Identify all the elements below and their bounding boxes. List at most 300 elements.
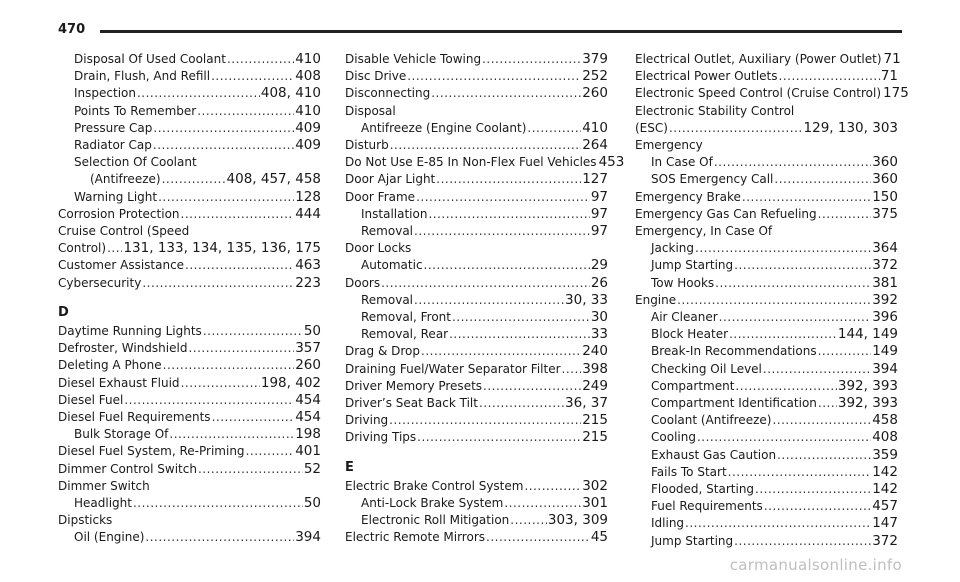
dot-leader	[153, 120, 294, 137]
index-entry-term: Bulk Storage Of	[74, 427, 169, 442]
index-entry-term: In Case Of	[651, 155, 713, 170]
index-entry	[345, 137, 608, 154]
dot-leader	[777, 447, 871, 464]
index-entry-term: Air Cleaner	[651, 310, 718, 325]
index-entry	[58, 443, 321, 460]
index-entry	[58, 206, 321, 223]
index-entry	[345, 378, 608, 395]
dot-leader	[715, 275, 871, 292]
watermark: carmanualsonline.info	[729, 556, 902, 574]
index-entry-term: Engine	[635, 292, 677, 307]
index-entry-pages: 410	[582, 119, 608, 136]
index-entry-pages: 392, 393	[837, 395, 898, 412]
index-entry	[345, 189, 608, 206]
index-entry	[635, 171, 898, 188]
index-entry-term: Diesel Fuel System, Re-Priming	[58, 444, 245, 459]
dot-leader	[504, 495, 581, 512]
index-entry-term: Door Frame	[345, 189, 416, 204]
index-entry	[345, 292, 608, 309]
index-entry-term: Tow Hooks	[651, 275, 715, 290]
dot-leader	[107, 240, 122, 257]
index-entry-term: Defroster, Windshield	[58, 341, 188, 356]
index-entry	[58, 275, 321, 292]
dot-leader	[428, 206, 589, 223]
index-entry-term: Removal	[361, 224, 414, 239]
index-entry-pages: 260	[582, 85, 608, 102]
dot-leader	[181, 375, 260, 392]
index-entry-term: Diesel Exhaust Fluid	[58, 375, 180, 390]
dot-leader	[211, 68, 294, 85]
index-entry-term: Coolant (Antifreeze)	[651, 413, 772, 428]
index-entry	[58, 171, 321, 188]
index-entry-term: Pressure Cap	[74, 120, 153, 135]
dot-leader	[779, 68, 880, 85]
dot-leader	[188, 340, 294, 357]
index-entry	[345, 257, 608, 274]
dot-leader	[436, 171, 581, 188]
dot-leader	[389, 412, 581, 429]
dot-leader	[695, 240, 871, 257]
index-entry-pages: 360	[872, 154, 898, 171]
index-entry	[635, 429, 898, 446]
index-entry-pages: 392, 393	[837, 377, 898, 394]
index-entry-term: Selection Of Coolant	[74, 155, 197, 170]
dot-leader	[482, 51, 581, 68]
index-entry-pages: 215	[582, 429, 608, 446]
index-entry-term: Corrosion Protection	[58, 206, 180, 221]
index-entry-term: Diesel Fuel	[58, 392, 124, 407]
index-entry	[345, 51, 608, 68]
dot-leader	[452, 309, 590, 326]
index-entry-term: SOS Emergency Call	[651, 172, 774, 187]
index-entry	[58, 240, 321, 257]
index-entry-pages: 410	[295, 51, 321, 67]
index-entry	[345, 326, 608, 343]
index-entry	[58, 103, 321, 120]
index-entry	[345, 154, 625, 171]
index-entry-pages: 392	[872, 291, 898, 308]
index-entry-pages: 129, 130, 303	[803, 119, 898, 136]
dot-leader	[212, 409, 295, 426]
index-entry	[635, 498, 898, 515]
index-entry	[635, 51, 901, 68]
index-entry-pages: 71	[880, 68, 898, 85]
index-entry-term: Anti-Lock Brake System	[361, 496, 504, 511]
index-entry-term: Radiator Cap	[74, 138, 152, 153]
index-entry-pages: 198	[295, 426, 321, 443]
index-entry-term: Removal, Rear	[361, 327, 449, 342]
index-entry-term: Do Not Use E-85 In Non-Flex Fuel Vehicles	[345, 155, 597, 170]
index-entry-term: Customer Assistance	[58, 258, 185, 273]
index-entry	[345, 529, 608, 546]
index-entry-pages: 252	[582, 68, 608, 85]
index-entry	[58, 68, 321, 85]
index-entry-pages: 198, 402	[260, 374, 321, 391]
dot-leader	[198, 461, 303, 478]
index-entry	[58, 409, 321, 426]
index-entry-term: Driver’s Seat Back Tilt	[345, 396, 478, 411]
dot-leader	[158, 189, 294, 206]
index-entry-pages: 408	[872, 429, 898, 446]
index-entry-pages: 454	[295, 409, 321, 426]
index-entry-pages: 454	[295, 391, 321, 408]
index-entry	[635, 275, 898, 292]
index-entry-term: Removal	[361, 292, 414, 307]
index-entry	[345, 429, 608, 446]
index-column-1	[58, 51, 321, 547]
index-entry-pages: 50	[303, 495, 321, 512]
index-entry	[635, 85, 909, 102]
index-entry-pages: 175	[883, 85, 909, 102]
index-entry-pages: 30	[590, 309, 608, 326]
index-entry-term: Diesel Fuel Requirements	[58, 410, 211, 425]
index-entry-pages: 394	[872, 360, 898, 377]
dot-leader	[145, 529, 294, 546]
index-entry	[635, 120, 898, 137]
index-entry-pages: 149	[872, 343, 898, 360]
index-entry-term: Driving Tips	[345, 430, 417, 445]
index-entry-pages: 401	[295, 443, 321, 460]
index-entry-pages: 394	[295, 529, 321, 546]
index-entry	[58, 375, 321, 392]
index-entry	[345, 412, 608, 429]
dot-leader	[137, 85, 260, 102]
dot-leader	[197, 103, 294, 120]
index-entry	[635, 447, 898, 464]
index-entry-term: Disconnecting	[345, 86, 431, 101]
index-entry-pages: 30, 33	[565, 291, 608, 308]
index-entry-term: Electric Remote Mirrors	[345, 530, 486, 545]
dot-leader	[774, 171, 871, 188]
index-entry	[58, 120, 321, 137]
dot-leader	[729, 326, 837, 343]
index-entry-term: Door Locks	[345, 241, 412, 256]
index-entry-pages: 36, 37	[565, 395, 608, 412]
index-entry-term: Idling	[651, 516, 685, 531]
index-entry-term: (Antifreeze)	[90, 172, 161, 187]
index-entry	[635, 292, 898, 309]
index-entry-term: Jump Starting	[651, 533, 734, 548]
dot-leader	[719, 309, 872, 326]
index-entry	[635, 68, 898, 85]
index-entry-term: Disposal Of Used Coolant	[74, 52, 226, 66]
index-entry-pages: 302	[582, 477, 608, 494]
index-entry-term: Checking Oil Level	[651, 361, 762, 376]
index-entry	[635, 464, 898, 481]
index-entry-pages: 375	[872, 205, 898, 222]
dot-leader	[181, 206, 295, 223]
dot-leader	[169, 426, 294, 443]
dot-leader	[677, 292, 871, 309]
index-entry-term: Electronic Speed Control (Cruise Control)	[635, 86, 882, 101]
index-entry	[635, 481, 898, 498]
index-entry-term: Disposal	[345, 103, 396, 118]
index-entry-pages: 408	[295, 68, 321, 85]
index-entry-pages: 360	[872, 171, 898, 188]
index-entry-term: Emergency Brake	[635, 189, 741, 204]
index-entry-term: Control)	[58, 241, 107, 256]
dot-leader	[685, 515, 871, 532]
index-entry	[58, 257, 321, 274]
index-entry-pages: 408, 457, 458	[226, 171, 321, 188]
index-entry-pages: 409	[295, 137, 321, 154]
index-entry	[58, 357, 321, 374]
index-entry-term: Cooling	[651, 430, 696, 445]
dot-leader	[527, 120, 581, 137]
index-entry	[58, 189, 321, 206]
dot-leader	[764, 498, 871, 515]
dot-leader	[390, 137, 582, 154]
dot-leader	[407, 68, 581, 85]
dot-leader	[424, 257, 590, 274]
dot-leader	[742, 189, 871, 206]
index-entry-pages: 127	[582, 171, 608, 188]
index-entry-pages: 142	[872, 463, 898, 480]
index-entry	[345, 478, 608, 495]
dot-leader	[381, 275, 590, 292]
index-entry	[345, 343, 608, 360]
index-entry-pages: 50	[303, 323, 321, 340]
index-entry	[58, 461, 321, 478]
section-letter-heading: D	[58, 304, 69, 320]
index-entry	[58, 426, 321, 443]
index-entry	[58, 392, 321, 409]
index-entry	[58, 85, 321, 102]
index-entry-term: Drag & Drop	[345, 344, 420, 359]
dot-leader	[734, 257, 871, 274]
dot-leader	[697, 429, 871, 446]
index-entry-pages: 97	[590, 205, 608, 222]
index-entry-term: Cybersecurity	[58, 275, 142, 290]
index-entry	[635, 206, 898, 223]
dot-leader	[163, 357, 295, 374]
index-entry-pages: 52	[303, 460, 321, 477]
index-entry	[58, 323, 321, 340]
index-entry-pages: 264	[582, 137, 608, 154]
index-entry	[635, 240, 898, 257]
index-entry-pages: 144, 149	[837, 326, 898, 343]
index-entry-pages: 463	[295, 257, 321, 274]
index-entry-term: Inspection	[74, 86, 136, 101]
index-entry-term: Dimmer Control Switch	[58, 461, 197, 476]
index-entry-term: Emergency	[635, 138, 703, 153]
dot-leader	[142, 275, 294, 292]
index-entry-term: Driver Memory Presets	[345, 378, 483, 393]
index-entry	[345, 206, 608, 223]
index-entry	[58, 340, 321, 357]
index-entry	[345, 309, 608, 326]
index-entry-pages: 357	[295, 340, 321, 357]
dot-leader	[417, 429, 581, 446]
dot-leader	[763, 361, 871, 378]
index-entry	[635, 343, 898, 360]
index-column-2	[345, 51, 625, 547]
index-entry	[58, 529, 321, 546]
index-entry-pages: 408, 410	[260, 85, 321, 102]
dot-leader	[818, 343, 872, 360]
index-entry-term: Break-In Recommendations	[651, 344, 817, 359]
dot-leader	[227, 51, 294, 68]
index-entry-pages: 458	[872, 412, 898, 429]
dot-leader	[246, 443, 295, 460]
dot-leader	[483, 378, 581, 395]
dot-leader	[669, 120, 803, 137]
index-entry-term: Compartment Identification	[651, 396, 817, 411]
dot-leader	[735, 378, 836, 395]
index-entry-term: Disable Vehicle Towing	[345, 52, 482, 66]
index-entry	[635, 412, 898, 429]
index-entry-pages: 97	[590, 188, 608, 205]
index-entry	[58, 51, 321, 68]
index-entry-term: Disc Drive	[345, 69, 407, 84]
index-entry	[635, 154, 898, 171]
index-entry-term: Exhaust Gas Caution	[651, 447, 777, 462]
dot-leader	[818, 395, 837, 412]
dot-leader	[414, 292, 564, 309]
index-entry-pages: 26	[590, 274, 608, 291]
index-entry	[345, 495, 608, 512]
index-entry-term: Removal, Front	[361, 310, 451, 325]
index-entry-term: Electrical Power Outlets	[635, 69, 778, 84]
index-entry	[345, 275, 608, 292]
index-column-3	[635, 51, 909, 550]
dot-leader	[818, 206, 872, 223]
index-entry	[635, 326, 898, 343]
index-entry-term: Flooded, Starting	[651, 482, 755, 497]
index-entry	[635, 189, 898, 206]
dot-leader	[562, 361, 582, 378]
index-entry-pages: 45	[590, 529, 608, 546]
dot-leader	[203, 323, 303, 340]
index-entry	[345, 395, 608, 412]
index-entry-pages: 457	[872, 498, 898, 515]
index-entry-pages: 453	[598, 154, 625, 171]
index-entry-pages: 33	[590, 326, 608, 343]
index-entry-pages: 303, 309	[547, 512, 608, 529]
index-entry	[58, 495, 321, 512]
index-entry-term: Cruise Control (Speed	[58, 224, 190, 239]
index-entry	[635, 515, 898, 532]
section-letter-heading: E	[345, 459, 354, 475]
dot-leader	[449, 326, 590, 343]
index-entry-pages: 147	[872, 515, 898, 532]
index-entry-term: Fails To Start	[651, 464, 727, 479]
index-entry-term: Automatic	[361, 258, 423, 273]
index-entry-term: Jacking	[651, 241, 694, 256]
index-entry	[345, 171, 608, 188]
index-entry-pages: 359	[872, 446, 898, 463]
index-entry-pages: 260	[295, 357, 321, 374]
index-entry-pages: 396	[872, 309, 898, 326]
index-entry-term: Emergency Gas Can Refueling	[635, 206, 817, 221]
dot-leader	[524, 478, 581, 495]
dot-leader	[421, 343, 581, 360]
dot-leader	[728, 464, 872, 481]
index-entry-pages: 398	[582, 360, 608, 377]
index-entry	[345, 68, 608, 85]
index-entry-term: Daytime Running Lights	[58, 324, 202, 339]
index-entry-pages: 150	[872, 188, 898, 205]
index-entry-term: Disturb	[345, 138, 389, 153]
index-entry-pages: 29	[590, 257, 608, 274]
index-entry-pages: 409	[295, 119, 321, 136]
index-entry-term: Electrical Outlet, Auxiliary (Power Outlet)	[635, 52, 882, 66]
index-entry-pages: 249	[582, 377, 608, 394]
index-entry	[635, 378, 898, 395]
index-entry	[345, 120, 608, 137]
dot-leader	[510, 512, 547, 529]
index-entry-pages: 131, 133, 134, 135, 136, 175	[123, 240, 321, 257]
index-entry	[345, 512, 608, 529]
index-entry-term: Oil (Engine)	[74, 530, 145, 545]
index-entry-pages: 381	[872, 274, 898, 291]
index-entry-pages: 223	[295, 274, 321, 291]
index-entry-pages: 301	[582, 495, 608, 512]
dot-leader	[714, 154, 871, 171]
dot-leader	[153, 137, 294, 154]
index-entry-term: Installation	[361, 206, 428, 221]
index-entry-term: Door Ajar Light	[345, 172, 436, 187]
page-number: 470	[58, 22, 86, 37]
index-entry-pages: 142	[872, 481, 898, 498]
index-entry-term: Emergency, In Case Of	[635, 224, 773, 239]
index-entry-term: Compartment	[651, 378, 735, 393]
dot-leader	[414, 223, 590, 240]
index-entry-term: Block Heater	[651, 327, 729, 342]
dot-leader	[486, 529, 590, 546]
index-entry-term: Electric Brake Control System	[345, 478, 524, 493]
index-entry-term: Warning Light	[74, 189, 158, 204]
index-entry-term: Electronic Stability Control	[635, 103, 795, 118]
index-entry-pages: 364	[872, 240, 898, 257]
index-entry-term: (ESC)	[635, 120, 668, 135]
index-entry-pages: 379	[582, 51, 608, 67]
dot-leader	[162, 171, 226, 188]
index-entry-term: Fuel Requirements	[651, 499, 763, 514]
index-entry-pages: 128	[295, 188, 321, 205]
index-entry-pages: 215	[582, 412, 608, 429]
dot-leader	[416, 189, 590, 206]
index-entry-pages: 97	[590, 223, 608, 240]
index-entry	[635, 257, 898, 274]
index-entry-pages: 410	[295, 102, 321, 119]
index-entry-pages: 240	[582, 343, 608, 360]
index-entry-term: Doors	[345, 275, 381, 290]
index-entry-term: Dimmer Switch	[58, 478, 150, 493]
index-entry	[345, 85, 608, 102]
index-entry-term: Driving	[345, 413, 389, 428]
index-entry-pages: 372	[872, 532, 898, 549]
header-rule	[100, 30, 902, 33]
dot-leader	[755, 481, 871, 498]
index-entry	[58, 137, 321, 154]
index-entry-term: Headlight	[74, 496, 132, 511]
dot-leader	[185, 257, 294, 274]
dot-leader	[772, 412, 871, 429]
index-entry-term: Deleting A Phone	[58, 358, 162, 373]
index-entry-term: Draining Fuel/Water Separator Filter	[345, 361, 561, 376]
dot-leader	[431, 85, 581, 102]
dot-leader	[479, 395, 564, 412]
index-entry	[635, 533, 898, 550]
index-entry-term: Electronic Roll Mitigation	[361, 513, 510, 528]
index-entry-term: Antifreeze (Engine Coolant)	[361, 120, 527, 135]
dot-leader	[133, 495, 303, 512]
index-entry-pages: 71	[883, 51, 901, 67]
index-entry	[635, 309, 898, 326]
index-entry-term: Dipsticks	[58, 513, 113, 528]
index-entry-term: Jump Starting	[651, 258, 734, 273]
